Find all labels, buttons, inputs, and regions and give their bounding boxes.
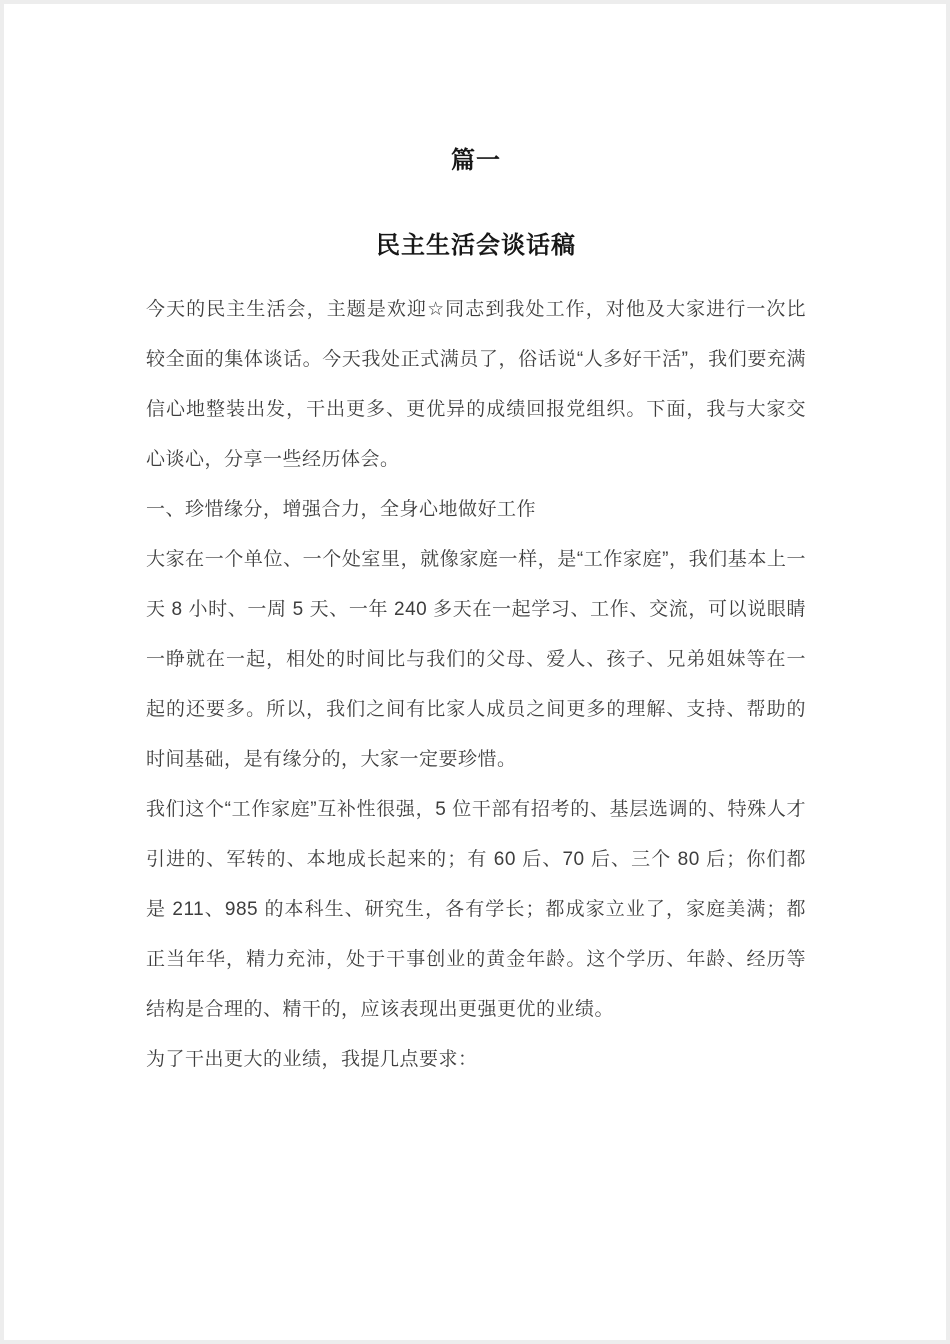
paragraph-work-family: 大家在一个单位、一个处室里，就像家庭一样，是“工作家庭”，我们基本上一天 8 小时、一周 5 天、一年 240 多天在一起学习、工作、交流，可以说眼睛一睁就在一起，相处的时间比与我们的父母、爱人、孩子、兄弟姐妹等在一起的还要多。所以，我们之间有比家人成员之间更多的理解、支持、帮助的时间基础，是有缘分的，大家一定要珍惜。 — [146, 548, 806, 770]
paragraph-intro: 今天的民主生活会，主题是欢迎☆同志到我处工作，对他及大家进行一次比较全面的集体谈话。今天我处正式满员了，俗话说“人多好干活”，我们要充满信心地整装出发，干出更多、更优异的成绩回报党组织。下面，我与大家交心谈心，分享一些经历体会。 — [146, 298, 806, 470]
document-body — [146, 285, 806, 1085]
paragraph-team-composition: 我们这个“工作家庭”互补性很强，5 位干部有招考的、基层选调的、特殊人才引进的、军转的、本地成长起来的；有 60 后、70 后、三个 80 后；你们都是 211、985 的本科生、研究生，各有学长；都成家立业了，家庭美满；都正当年华，精力充沛，处于干事创业的黄金年龄。这个学历、年龄、经历等结构是合理的、精干的，应该表现出更强更优的业绩。 — [146, 798, 806, 1020]
paragraph-requirements-lead: 为了干出更大的业绩，我提几点要求： — [146, 1048, 478, 1070]
document-part-title: 篇一 — [451, 147, 501, 174]
paragraph-section-heading: 一、珍惜缘分，增强合力，全身心地做好工作 — [146, 498, 537, 520]
document-main-title: 民主生活会谈话稿 — [376, 231, 576, 259]
document-page — [4, 4, 946, 1340]
